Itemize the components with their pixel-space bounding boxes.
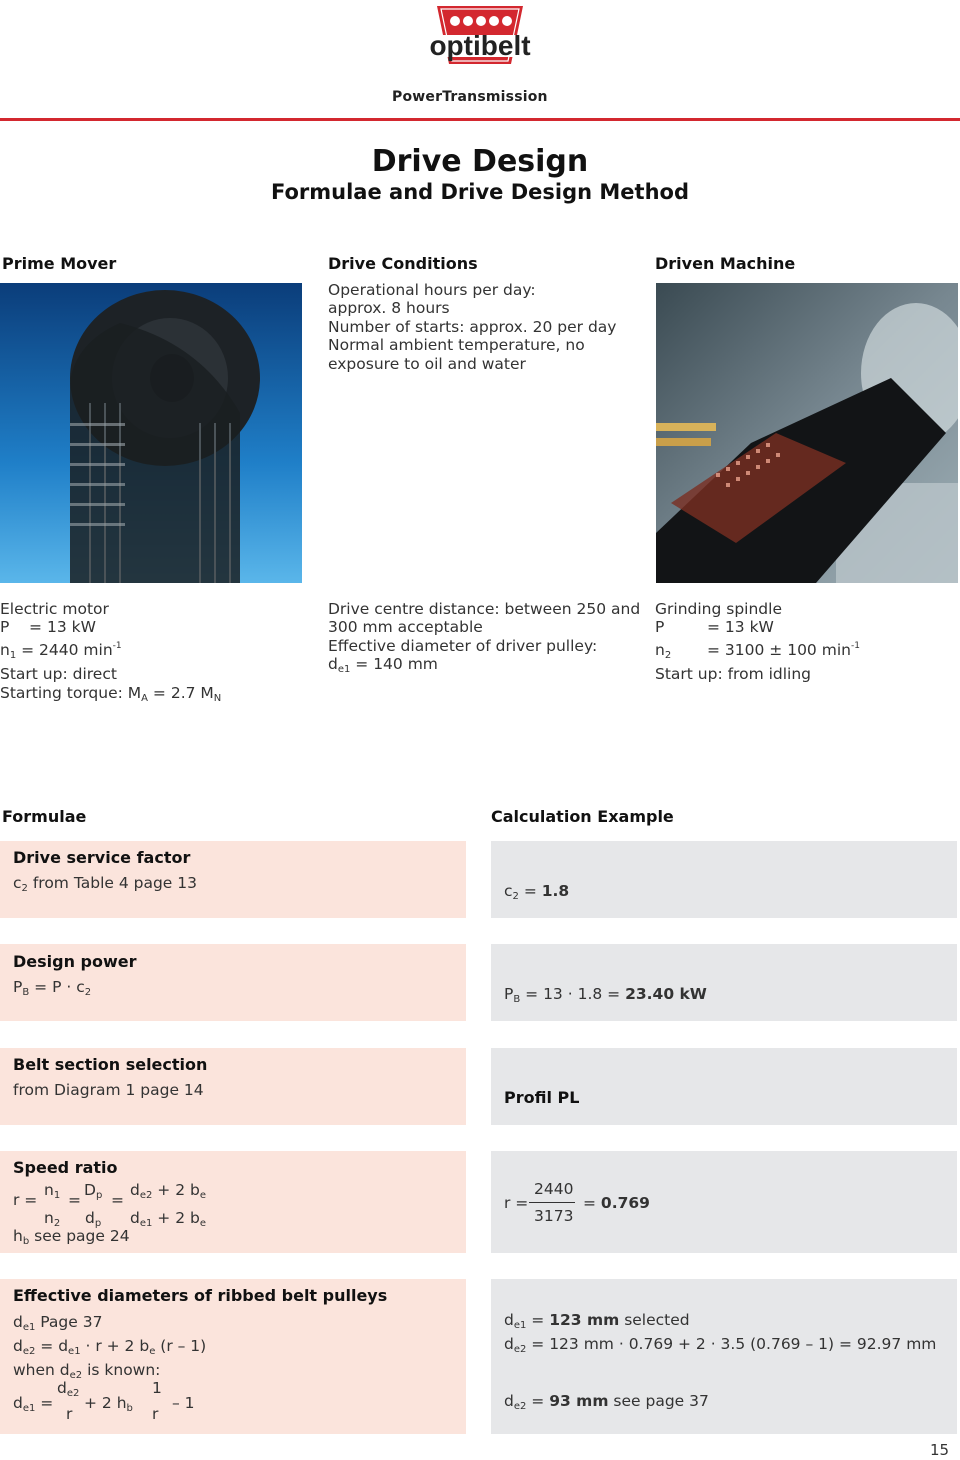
formulae-heading: Formulae <box>2 807 87 826</box>
formula-fragment: from Table 4 page 13 <box>27 874 197 892</box>
diameters-line-2 <box>13 1337 206 1357</box>
speed-ratio-title: Speed ratio <box>13 1158 118 1177</box>
formula-fragment: see page 24 <box>29 1227 130 1245</box>
example-fragment: P <box>504 985 514 1003</box>
speed-ratio-formula-box <box>0 1151 466 1253</box>
formula-fragment: b <box>22 1236 30 1247</box>
example-fragment: = <box>518 882 542 900</box>
spec-fragment: Starting torque: M <box>0 683 142 702</box>
example-fragment: = <box>526 1392 550 1410</box>
page-title: Drive Design <box>371 144 589 179</box>
diameters-frac2-den: r <box>152 1405 159 1423</box>
example-fragment: e2 <box>513 1344 527 1355</box>
page-number: 15 <box>930 1441 950 1459</box>
formula-fragment: e1 <box>68 1346 81 1357</box>
spec-fragment: 2 <box>664 649 672 661</box>
spec-fragment: -1 <box>112 640 122 651</box>
service-factor-result: 1.8 <box>541 882 570 900</box>
diameters-de1-label <box>13 1394 53 1414</box>
ratio-numerator <box>130 1181 206 1201</box>
formula-fragment: d <box>85 1209 95 1227</box>
formula-fragment: + 2 b <box>152 1181 200 1199</box>
ratio-example-numerator: 2440 <box>534 1180 574 1198</box>
formula-fragment: b <box>126 1403 133 1414</box>
condition-fragment: e1 <box>337 664 351 676</box>
belt-section-example-box <box>491 1048 957 1125</box>
ratio-Dp <box>84 1181 102 1201</box>
brand-tagline: PowerTransmission <box>392 89 548 105</box>
ratio-n2 <box>44 1209 60 1229</box>
diameters-frac1-num <box>57 1379 79 1399</box>
condition-line: 300 mm acceptable <box>328 618 483 637</box>
diameters-line-1 <box>13 1313 102 1333</box>
example-fragment: e1 <box>513 1320 527 1331</box>
drive-centre-text <box>328 600 640 680</box>
example-fragment: = <box>526 1311 550 1329</box>
formula-fragment: Page 37 <box>35 1313 103 1331</box>
formula-fragment: 2 <box>53 1218 61 1229</box>
example-fragment: = <box>583 1194 601 1212</box>
spec-fragment: = 13 kW <box>707 618 774 637</box>
formula-fragment: B <box>22 987 30 998</box>
driven-machine-photo <box>656 283 958 583</box>
ratio-denominator <box>130 1209 206 1229</box>
ratio-dp <box>85 1209 101 1229</box>
diameters-plus-hb <box>84 1394 133 1414</box>
page-subtitle: Formulae and Drive Design Method <box>271 180 689 204</box>
formula-fragment: 2 <box>21 883 28 894</box>
formula-fragment: + 2 h <box>84 1394 127 1412</box>
service-factor-example <box>504 882 569 902</box>
ratio-r-eq: r = <box>13 1191 38 1209</box>
de1-result: 123 mm <box>549 1311 620 1329</box>
formula-fragment: p <box>95 1190 103 1201</box>
formula-fragment: (r – 1) <box>155 1337 207 1355</box>
formula-fragment: n <box>44 1181 54 1199</box>
spec-fragment: = 2.7 M <box>148 683 214 702</box>
example-fragment: selected <box>619 1311 690 1329</box>
diameters-minus-one: – 1 <box>172 1394 195 1412</box>
prime-mover-heading: Prime Mover <box>2 254 117 273</box>
service-factor-example-box <box>491 841 957 918</box>
service-factor-formula <box>13 874 197 894</box>
diameters-line-3 <box>13 1361 160 1381</box>
condition-fragment: d <box>328 655 338 674</box>
belt-section-result: Profil PL <box>504 1088 580 1107</box>
condition-line <box>328 655 640 679</box>
condition-line: exposure to oil and water <box>328 354 526 373</box>
ratio-eq-2: = <box>111 1191 124 1209</box>
formula-fragment: h <box>13 1227 23 1245</box>
spec-line <box>0 637 221 665</box>
formula-fragment: e1 <box>139 1218 153 1229</box>
formula-fragment: d <box>13 1313 23 1331</box>
header-rule <box>0 118 960 121</box>
formula-fragment: d <box>130 1181 140 1199</box>
formula-fragment: p <box>94 1218 102 1229</box>
spec-line <box>655 618 860 636</box>
spec-line: Start up: direct <box>0 665 117 684</box>
diameters-title: Effective diameters of ribbed belt pulleys <box>13 1286 388 1305</box>
formula-fragment: 2 <box>84 987 92 998</box>
service-factor-title: Drive service factor <box>13 848 191 867</box>
condition-line: Drive centre distance: between 250 and <box>328 600 641 618</box>
design-power-formula-box <box>0 944 466 1021</box>
speed-ratio-result: 0.769 <box>600 1194 650 1212</box>
formula-fragment: n <box>44 1209 54 1227</box>
diameters-example-1 <box>504 1311 690 1331</box>
diameters-example-2 <box>504 1335 936 1355</box>
formula-fragment: d <box>57 1379 67 1397</box>
formula-fragment: e1 <box>22 1322 36 1333</box>
example-fragment: d <box>504 1392 514 1410</box>
design-power-example-box <box>491 944 957 1021</box>
ratio-eq-1: = <box>68 1191 81 1209</box>
calculation-example-heading: Calculation Example <box>491 807 674 826</box>
design-power-result: 23.40 kW <box>625 985 707 1003</box>
diameters-frac1-den: r <box>66 1405 73 1423</box>
formula-fragment: c <box>13 874 22 892</box>
belt-section-formula-box <box>0 1048 466 1125</box>
diameters-frac2-num: 1 <box>152 1379 162 1397</box>
spec-fragment: n <box>655 640 665 659</box>
formula-fragment: e2 <box>66 1388 80 1399</box>
spec-line <box>0 684 221 708</box>
diameters-formula-box <box>0 1279 466 1434</box>
brand-name-logo-text: optibelt <box>429 30 531 61</box>
ratio-n1 <box>44 1181 60 1201</box>
spec-line: Grinding spindle <box>655 600 782 618</box>
diameters-example-box <box>491 1279 957 1434</box>
design-power-title: Design power <box>13 952 137 971</box>
prime-mover-specs <box>0 600 221 708</box>
example-fragment: d <box>504 1311 514 1329</box>
condition-line: Normal ambient temperature, no <box>328 336 585 355</box>
condition-line: approx. 8 hours <box>328 299 450 318</box>
spec-fragment: A <box>141 692 148 704</box>
diameters-example-3 <box>504 1392 709 1412</box>
speed-ratio-example-box <box>491 1151 957 1253</box>
spec-line: Start up: from idling <box>655 665 812 684</box>
formula-fragment: d <box>13 1394 23 1412</box>
optibelt-logo <box>405 4 555 94</box>
formula-fragment: + 2 b <box>152 1209 200 1227</box>
drive-conditions-heading: Drive Conditions <box>328 254 478 273</box>
ratio-example-r: r = <box>504 1194 529 1212</box>
formula-fragment: is known: <box>82 1361 161 1379</box>
example-fragment: = 13 · 1.8 = <box>520 985 626 1003</box>
example-fragment: 2 <box>512 891 519 902</box>
belt-section-title: Belt section selection <box>13 1055 208 1074</box>
example-fragment: d <box>504 1335 514 1353</box>
formula-fragment: e2 <box>22 1346 36 1357</box>
example-fragment: = 123 mm · 0.769 + 2 · 3.5 (0.769 – 1) = 92.97 mm <box>526 1335 937 1353</box>
de2-result: 93 mm <box>549 1392 609 1410</box>
formula-fragment: P <box>13 978 23 996</box>
example-fragment: B <box>513 994 521 1005</box>
formula-fragment: e <box>199 1190 206 1201</box>
fraction-line <box>529 1202 575 1203</box>
driven-machine-specs <box>655 600 860 684</box>
formula-fragment: d <box>13 1337 23 1355</box>
formula-fragment: d <box>130 1209 140 1227</box>
prime-mover-photo <box>0 283 302 583</box>
formula-fragment: 1 <box>53 1190 61 1201</box>
formula-fragment: · r + 2 b <box>80 1337 150 1355</box>
drive-conditions-text <box>328 281 616 373</box>
formula-fragment: = d <box>35 1337 69 1355</box>
condition-line: Effective diameter of driver pulley: <box>328 636 598 655</box>
example-fragment: c <box>504 882 513 900</box>
spec-fragment: n <box>0 640 10 659</box>
spec-fragment: 1 <box>9 649 17 661</box>
spec-fragment: N <box>213 692 222 704</box>
formula-fragment: D <box>84 1181 96 1199</box>
ratio-example-result <box>583 1194 650 1212</box>
design-power-example <box>504 985 707 1005</box>
example-fragment: e2 <box>513 1401 527 1412</box>
spec-line <box>655 637 860 665</box>
formula-fragment: e <box>199 1218 206 1229</box>
spec-fragment: = 2440 min <box>16 640 113 659</box>
spec-line: Electric motor <box>0 600 109 618</box>
spec-fragment: = 3100 ± 100 min <box>707 640 851 659</box>
driven-machine-heading: Driven Machine <box>655 254 796 273</box>
example-fragment: see page 37 <box>608 1392 709 1410</box>
design-power-formula <box>13 978 91 998</box>
formula-fragment: e1 <box>22 1403 36 1414</box>
formula-fragment: e <box>149 1346 156 1357</box>
formula-fragment: = <box>35 1394 54 1412</box>
formula-fragment: = P · c <box>29 978 85 996</box>
service-factor-formula-box <box>0 841 466 918</box>
belt-section-formula: from Diagram 1 page 14 <box>13 1081 204 1099</box>
spec-line: P = 13 kW <box>0 618 96 637</box>
formula-fragment: e2 <box>69 1370 83 1381</box>
spec-fragment: -1 <box>850 640 860 651</box>
spec-fragment: P <box>655 618 665 637</box>
condition-line: Operational hours per day: <box>328 281 536 299</box>
ratio-hb-note <box>13 1227 130 1247</box>
condition-fragment: = 140 mm <box>350 655 438 674</box>
formula-fragment: when d <box>13 1361 70 1379</box>
ratio-example-denominator: 3173 <box>534 1207 574 1225</box>
condition-line: Number of starts: approx. 20 per day <box>328 317 617 336</box>
formula-fragment: e2 <box>139 1190 153 1201</box>
